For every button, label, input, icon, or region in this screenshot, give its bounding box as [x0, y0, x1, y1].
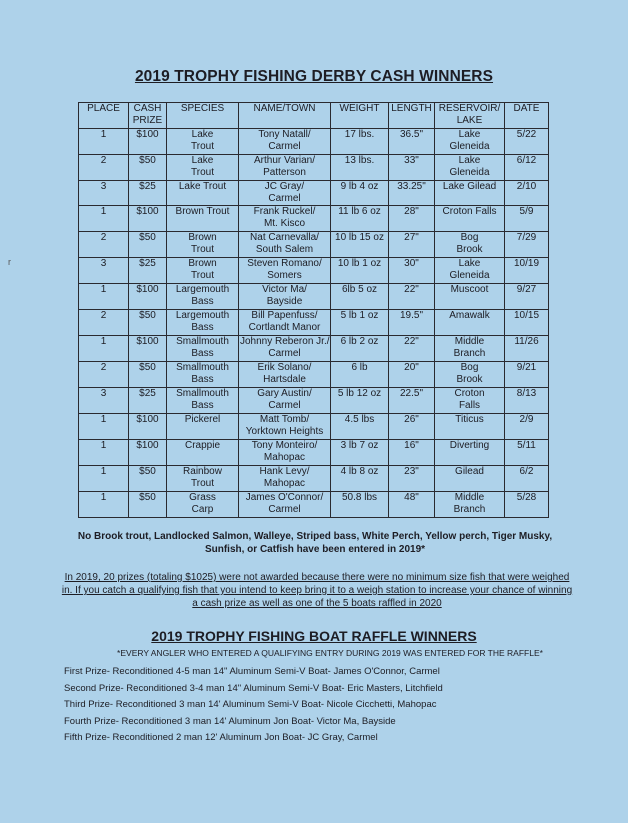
cell-lake: Middle Branch: [435, 335, 505, 361]
unawarded-note: In 2019, 20 prizes (totaling $1025) were not awarded because there were no minimum size fish that were weighed in. If you catch a qualifying fish that you intend to keep bring it to a weigh station to increase your chance of winning a cash prize as well as one of the 5 boats raffled in 2020: [61, 572, 573, 609]
cell-lake: Croton Falls: [435, 206, 505, 232]
table-row: [79, 206, 549, 232]
cell-name: Hank Levy/ Mahopac: [239, 465, 331, 491]
margin-mark: r: [8, 257, 11, 267]
cell-prize: $50: [129, 154, 167, 180]
cell-lake: Lake Gleneida: [435, 128, 505, 154]
cell-length: 16": [389, 439, 435, 465]
cell-weight: 4.5 lbs: [331, 413, 389, 439]
column-header: RESERVOIR/ LAKE: [435, 103, 505, 129]
cell-name: Victor Ma/ Bayside: [239, 283, 331, 309]
prize-item: Second Prize- Reconditioned 3-4 man 14" Aluminum Semi-V Boat- Eric Masters, Litchfield: [64, 682, 443, 694]
cell-weight: 4 lb 8 oz: [331, 465, 389, 491]
cell-prize: $100: [129, 128, 167, 154]
cell-name: Arthur Varian/ Patterson: [239, 154, 331, 180]
prize-item: Third Prize- Reconditioned 3 man 14' Aluminum Semi-V Boat- Nicole Cicchetti, Mahopac: [64, 699, 437, 710]
cell-weight: 6 lb 2 oz: [331, 335, 389, 361]
cell-length: 20": [389, 361, 435, 387]
table-row: [79, 335, 549, 361]
cell-weight: 11 lb 6 oz: [331, 206, 389, 232]
cell-date: 2/10: [505, 180, 549, 206]
table-header: [79, 103, 549, 129]
cell-length: 33": [389, 154, 435, 180]
cell-place: 1: [79, 465, 129, 491]
cell-name: Tony Monteiro/ Mahopac: [239, 439, 331, 465]
cell-length: 48": [389, 491, 435, 517]
page-title: 2019 TROPHY FISHING DERBY CASH WINNERS: [134, 68, 494, 85]
cell-species: Lake Trout: [167, 180, 239, 206]
cell-lake: Bog Brook: [435, 361, 505, 387]
column-header: CASH PRIZE: [129, 103, 167, 129]
column-header: PLACE: [79, 103, 129, 129]
cell-lake: Croton Falls: [435, 387, 505, 413]
cell-weight: 13 lbs.: [331, 154, 389, 180]
raffle-title: 2019 TROPHY FISHING BOAT RAFFLE WINNERS: [151, 628, 477, 644]
cell-length: 23": [389, 465, 435, 491]
cell-name: Johnny Reberon Jr./ Carmel: [239, 335, 331, 361]
cell-name: Steven Romano/ Somers: [239, 257, 331, 283]
table-row: [79, 387, 549, 413]
table-row: [79, 257, 549, 283]
species-note: No Brook trout, Landlocked Salmon, Walleye, Striped bass, White Perch, Yellow perch, Tiger Musky, Sunfish, or Catfish have been entered in 2019*: [77, 531, 553, 555]
cell-weight: 6 lb: [331, 361, 389, 387]
cell-date: 9/21: [505, 361, 549, 387]
cell-date: 10/15: [505, 309, 549, 335]
cell-lake: Titicus: [435, 413, 505, 439]
cell-length: 26": [389, 413, 435, 439]
cell-length: 19.5": [389, 309, 435, 335]
table-row: [79, 154, 549, 180]
cell-date: 11/26: [505, 335, 549, 361]
cell-place: 1: [79, 335, 129, 361]
column-header: SPECIES: [167, 103, 239, 129]
cell-prize: $100: [129, 335, 167, 361]
winners-table: [78, 102, 549, 518]
cell-length: 22": [389, 335, 435, 361]
cell-date: 5/22: [505, 128, 549, 154]
cell-species: Largemouth Bass: [167, 309, 239, 335]
cell-name: Bill Papenfuss/ Cortlandt Manor: [239, 309, 331, 335]
cell-lake: Lake Gleneida: [435, 154, 505, 180]
table-row: [79, 465, 549, 491]
cell-lake: Muscoot: [435, 283, 505, 309]
cell-place: 1: [79, 491, 129, 517]
cell-prize: $50: [129, 361, 167, 387]
cell-species: Largemouth Bass: [167, 283, 239, 309]
cell-date: 10/19: [505, 257, 549, 283]
cell-date: 7/29: [505, 231, 549, 257]
cell-prize: $50: [129, 309, 167, 335]
cell-length: 22.5": [389, 387, 435, 413]
cell-lake: Bog Brook: [435, 231, 505, 257]
cell-place: 1: [79, 206, 129, 232]
cell-weight: 3 lb 7 oz: [331, 439, 389, 465]
table-row: [79, 439, 549, 465]
table-row: [79, 180, 549, 206]
cell-weight: 50.8 lbs: [331, 491, 389, 517]
cell-lake: Middle Branch: [435, 491, 505, 517]
prize-item: Fifth Prize- Reconditioned 2 man 12' Aluminum Jon Boat- JC Gray, Carmel: [64, 732, 378, 743]
column-header: NAME/TOWN: [239, 103, 331, 129]
cell-prize: $25: [129, 387, 167, 413]
cell-place: 1: [79, 413, 129, 439]
cell-prize: $50: [129, 491, 167, 517]
cell-length: 27": [389, 231, 435, 257]
cell-weight: 10 lb 1 oz: [331, 257, 389, 283]
cell-date: 5/9: [505, 206, 549, 232]
cell-weight: 5 lb 1 oz: [331, 309, 389, 335]
cell-lake: Amawalk: [435, 309, 505, 335]
cell-species: Lake Trout: [167, 128, 239, 154]
cell-name: JC Gray/ Carmel: [239, 180, 331, 206]
cell-species: Smallmouth Bass: [167, 361, 239, 387]
cell-weight: 17 lbs.: [331, 128, 389, 154]
table-row: [79, 361, 549, 387]
cell-date: 6/12: [505, 154, 549, 180]
cell-prize: $100: [129, 206, 167, 232]
cell-place: 1: [79, 283, 129, 309]
cell-prize: $50: [129, 231, 167, 257]
cell-name: Erik Solano/ Hartsdale: [239, 361, 331, 387]
cell-species: Smallmouth Bass: [167, 387, 239, 413]
cell-lake: Lake Gilead: [435, 180, 505, 206]
table-row: [79, 128, 549, 154]
cell-place: 2: [79, 361, 129, 387]
cell-date: 6/2: [505, 465, 549, 491]
cell-prize: $25: [129, 257, 167, 283]
prize-item: Fourth Prize- Reconditioned 3 man 14' Aluminum Jon Boat- Victor Ma, Bayside: [64, 715, 396, 727]
cell-weight: 6lb 5 oz: [331, 283, 389, 309]
cell-name: James O'Connor/ Carmel: [239, 491, 331, 517]
cell-date: 5/11: [505, 439, 549, 465]
cell-species: Crappie: [167, 439, 239, 465]
cell-place: 1: [79, 128, 129, 154]
cell-place: 3: [79, 257, 129, 283]
cell-prize: $50: [129, 465, 167, 491]
table-row: [79, 491, 549, 517]
prize-list: [64, 664, 584, 747]
cell-date: 5/28: [505, 491, 549, 517]
cell-species: Brown Trout: [167, 257, 239, 283]
cell-place: 2: [79, 309, 129, 335]
cell-place: 3: [79, 180, 129, 206]
table-row: [79, 283, 549, 309]
cell-weight: 10 lb 15 oz: [331, 231, 389, 257]
cell-length: 36.5": [389, 128, 435, 154]
cell-species: Brown Trout: [167, 231, 239, 257]
cell-prize: $100: [129, 283, 167, 309]
cell-lake: Diverting: [435, 439, 505, 465]
cell-prize: $100: [129, 439, 167, 465]
cell-prize: $25: [129, 180, 167, 206]
cell-species: Brown Trout: [167, 206, 239, 232]
cell-date: 2/9: [505, 413, 549, 439]
cell-place: 1: [79, 439, 129, 465]
cell-length: 28": [389, 206, 435, 232]
cell-species: Lake Trout: [167, 154, 239, 180]
table-row: [79, 231, 549, 257]
column-header: WEIGHT: [331, 103, 389, 129]
cell-place: 2: [79, 154, 129, 180]
cell-species: Smallmouth Bass: [167, 335, 239, 361]
cell-length: 22": [389, 283, 435, 309]
cell-length: 33.25": [389, 180, 435, 206]
cell-date: 8/13: [505, 387, 549, 413]
cell-name: Frank Ruckel/ Mt. Kisco: [239, 206, 331, 232]
cell-weight: 5 lb 12 oz: [331, 387, 389, 413]
cell-date: 9/27: [505, 283, 549, 309]
cell-species: Rainbow Trout: [167, 465, 239, 491]
table-row: [79, 309, 549, 335]
cell-length: 30": [389, 257, 435, 283]
column-header: LENGTH: [389, 103, 435, 129]
cell-lake: Gilead: [435, 465, 505, 491]
cell-weight: 9 lb 4 oz: [331, 180, 389, 206]
cell-lake: Lake Gleneida: [435, 257, 505, 283]
cell-prize: $100: [129, 413, 167, 439]
raffle-note: *EVERY ANGLER WHO ENTERED A QUALIFYING ENTRY DURING 2019 WAS ENTERED FOR THE RAFFLE*: [117, 648, 543, 658]
cell-name: Matt Tomb/ Yorktown Heights: [239, 413, 331, 439]
cell-species: Pickerel: [167, 413, 239, 439]
cell-name: Nat Carnevalla/ South Salem: [239, 231, 331, 257]
prize-item: First Prize- Reconditioned 4-5 man 14" Aluminum Semi-V Boat- James O'Connor, Carmel: [64, 666, 440, 677]
cell-name: Gary Austin/ Carmel: [239, 387, 331, 413]
cell-place: 3: [79, 387, 129, 413]
column-header: DATE: [505, 103, 549, 129]
cell-place: 2: [79, 231, 129, 257]
cell-name: Tony Natall/ Carmel: [239, 128, 331, 154]
cell-species: Grass Carp: [167, 491, 239, 517]
table-row: [79, 413, 549, 439]
